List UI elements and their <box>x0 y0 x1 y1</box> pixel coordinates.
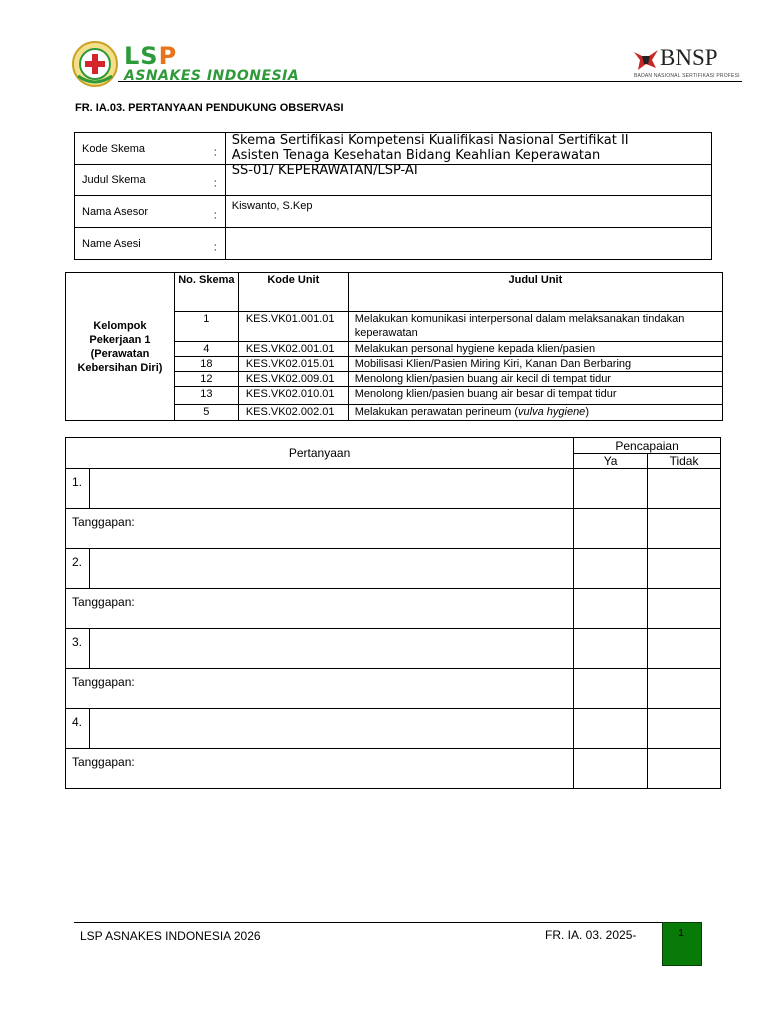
unit-no: 5 <box>174 405 238 421</box>
group-label: Kelompok Pekerjaan 1 (Perawatan Kebersihan Diri) <box>66 273 175 421</box>
question-number: 2. <box>66 549 90 589</box>
unit-title: Mobilisasi Klien/Pasien Miring Kiri, Kanan Dan Berbaring <box>348 357 722 372</box>
info-label-cell <box>75 196 226 228</box>
response-row <box>66 749 721 789</box>
footer-rule <box>74 922 662 923</box>
unit-title: Melakukan komunikasi interpersonal dalam melaksanakan tindakan keperawatan <box>348 312 722 342</box>
unit-title-text: Melakukan perawatan perineum ( <box>354 406 519 418</box>
unit-code: KES.VK02.015.01 <box>238 357 348 372</box>
lsp-logo-subtitle: ASNAKES INDONESIA <box>124 68 300 84</box>
questions-table <box>65 437 721 789</box>
ya-checkbox-cell[interactable] <box>574 589 648 629</box>
bnsp-garuda-icon <box>632 46 660 72</box>
response-row <box>66 589 721 629</box>
scheme-info-table <box>74 132 712 260</box>
ya-checkbox-cell[interactable] <box>574 749 648 789</box>
header-judul-unit: Judul Unit <box>348 273 722 312</box>
question-number: 3. <box>66 629 90 669</box>
tidak-checkbox-cell[interactable] <box>648 549 721 589</box>
info-row-nama-asesi <box>75 228 712 260</box>
question-row <box>66 629 721 669</box>
info-colon: : <box>213 146 217 159</box>
header-pencapaian: Pencapaian <box>574 438 721 454</box>
tanggapan-field[interactable]: Tanggapan: <box>66 749 574 789</box>
header-ya: Ya <box>574 454 648 469</box>
unit-code: KES.VK02.002.01 <box>238 405 348 421</box>
unit-title-close: ) <box>585 406 589 418</box>
tidak-checkbox-cell[interactable] <box>648 589 721 629</box>
header-kode-unit: Kode Unit <box>238 273 348 312</box>
unit-no: 18 <box>174 357 238 372</box>
unit-title: Menolong klien/pasien buang air kecil di tempat tidur <box>348 372 722 387</box>
tidak-checkbox-cell[interactable] <box>648 629 721 669</box>
unit-title <box>348 405 722 421</box>
info-colon: : <box>213 241 217 254</box>
info-label: Judul Skema <box>82 174 146 186</box>
unit-code: KES.VK02.010.01 <box>238 387 348 405</box>
header-tidak: Tidak <box>648 454 721 469</box>
unit-title: Melakukan personal hygiene kepada klien/pasien <box>348 342 722 357</box>
tanggapan-field[interactable]: Tanggapan: <box>66 509 574 549</box>
tanggapan-field[interactable]: Tanggapan: <box>66 589 574 629</box>
ya-checkbox-cell[interactable] <box>574 509 648 549</box>
unit-no: 1 <box>174 312 238 342</box>
question-number: 1. <box>66 469 90 509</box>
info-label: Nama Asesor <box>82 205 149 218</box>
ya-checkbox-cell[interactable] <box>574 469 648 509</box>
question-input[interactable] <box>89 709 573 749</box>
question-input[interactable] <box>89 549 573 589</box>
judul-skema-value: SS-01/ KEPERAWATAN/LSP-AI <box>231 163 418 178</box>
info-label: Name Asesi <box>82 237 141 250</box>
asesi-value[interactable] <box>225 228 711 260</box>
ya-checkbox-cell[interactable] <box>574 629 648 669</box>
skema-title-line2: Asisten Tenaga Kesehatan Bidang Keahlian Keperawatan <box>231 148 601 163</box>
unit-competency-table <box>65 272 723 421</box>
tidak-checkbox-cell[interactable] <box>648 469 721 509</box>
ya-checkbox-cell[interactable] <box>574 669 648 709</box>
header-pertanyaan: Pertanyaan <box>66 438 574 469</box>
question-input[interactable] <box>89 629 573 669</box>
unit-code: KES.VK02.001.01 <box>238 342 348 357</box>
info-colon: : <box>213 177 217 190</box>
question-row <box>66 469 721 509</box>
info-row-kode-skema <box>75 133 712 165</box>
footer-form-code: FR. IA. 03. 2025- <box>545 928 637 942</box>
unit-header-row <box>66 273 723 312</box>
unit-title-italic: vulva hygiene <box>518 406 586 418</box>
page-number: 1 <box>678 928 684 939</box>
unit-title: Menolong klien/pasien buang air besar di tempat tidur <box>348 387 722 405</box>
info-label-cell <box>75 133 226 165</box>
info-colon: : <box>213 209 217 222</box>
question-row <box>66 709 721 749</box>
footer-org-name: LSP ASNAKES INDONESIA 2026 <box>80 929 261 943</box>
unit-code: KES.VK02.009.01 <box>238 372 348 387</box>
tidak-checkbox-cell[interactable] <box>648 749 721 789</box>
tidak-checkbox-cell[interactable] <box>648 509 721 549</box>
unit-no: 12 <box>174 372 238 387</box>
info-label-cell <box>75 165 226 196</box>
tidak-checkbox-cell[interactable] <box>648 669 721 709</box>
header-no-skema: No. Skema <box>174 273 238 312</box>
question-input[interactable] <box>89 469 573 509</box>
unit-no: 4 <box>174 342 238 357</box>
ya-checkbox-cell[interactable] <box>574 709 648 749</box>
response-row <box>66 669 721 709</box>
document-title: FR. IA.03. PERTANYAAN PENDUKUNG OBSERVASI <box>75 102 344 114</box>
info-row-nama-asesor <box>75 196 712 228</box>
lsp-logo-text: LSP <box>124 42 178 70</box>
info-label-cell <box>75 228 226 260</box>
info-label: Kode Skema <box>82 142 145 155</box>
bnsp-logo-text: BNSP <box>660 45 718 70</box>
ya-checkbox-cell[interactable] <box>574 549 648 589</box>
asesor-value[interactable]: Kiswanto, S.Kep <box>225 196 711 228</box>
lsp-emblem-logo <box>70 40 120 88</box>
question-row <box>66 549 721 589</box>
questions-header-row <box>66 438 721 454</box>
response-row <box>66 509 721 549</box>
skema-title-line1: Skema Sertifikasi Kompetensi Kualifikasi Nasional Sertifikat II <box>231 133 629 148</box>
tidak-checkbox-cell[interactable] <box>648 709 721 749</box>
bnsp-logo-subtitle: BADAN NASIONAL SERTIFIKASI PROFESI <box>634 73 740 79</box>
unit-no: 13 <box>174 387 238 405</box>
tanggapan-field[interactable]: Tanggapan: <box>66 669 574 709</box>
skema-value-cell <box>225 133 711 196</box>
header-rule <box>118 81 742 82</box>
unit-code: KES.VK01.001.01 <box>238 312 348 342</box>
question-number: 4. <box>66 709 90 749</box>
